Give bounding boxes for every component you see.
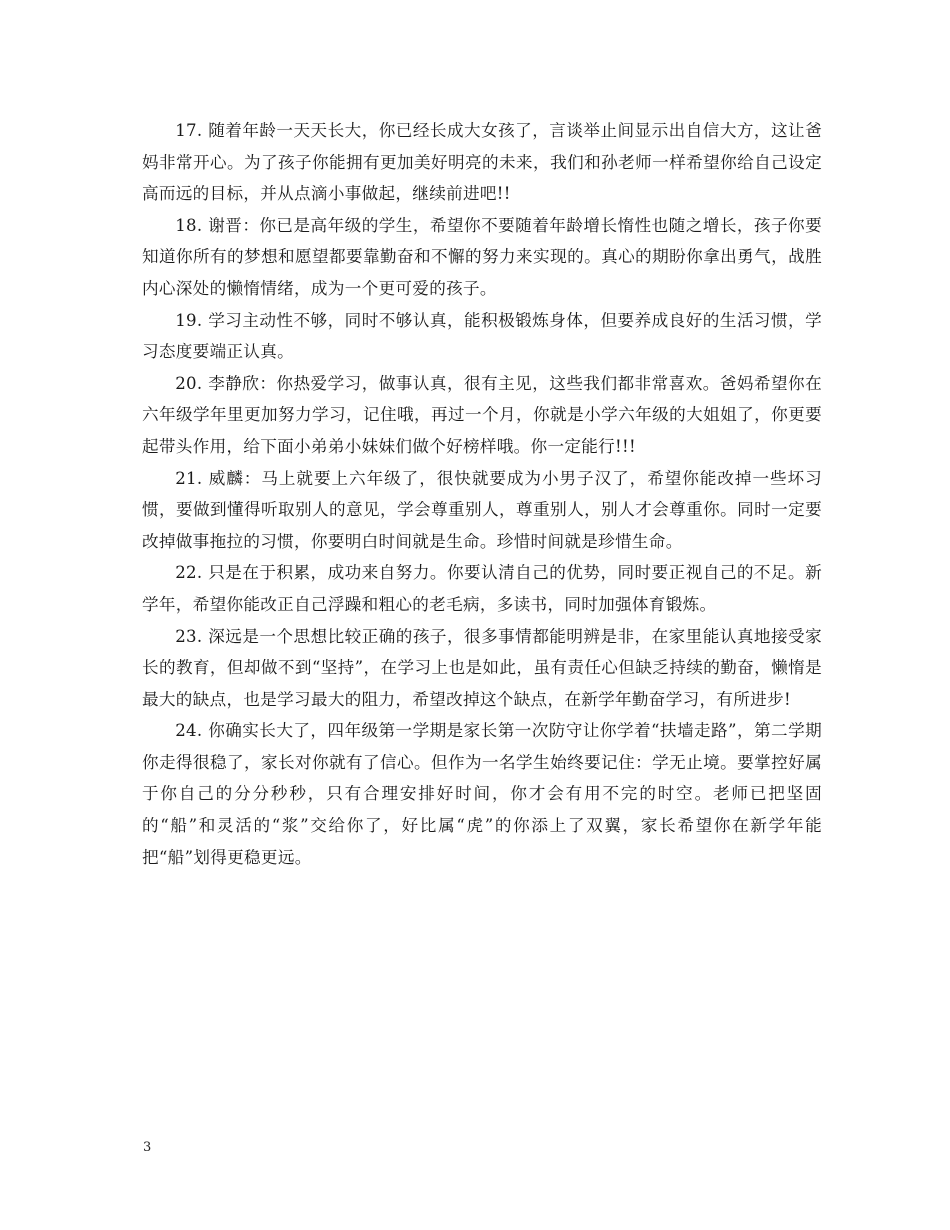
paragraph-19: 19. 学习主动性不够，同时不够认真，能积极锻炼身体，但要养成良好的生活习惯，学习态度要端正认真。 xyxy=(142,310,822,362)
paragraph-18: 18. 谢晋：你已是高年级的学生，希望你不要随着年龄增长惰性也随之增长，孩子你要知道你所有的梦想和愿望都要靠勤奋和不懈的努力来实现的。真心的期盼你拿出勇气，战胜内心深处的懒惰情绪，成为一个更可爱的孩子。 xyxy=(142,215,822,298)
paragraph-20: 20. 李静欣：你热爱学习，做事认真，很有主见，这些我们都非常喜欢。爸妈希望你在六年级学年里更加努力学习，记住哦，再过一个月，你就是小学六年级的大姐姐了，你更要起带头作用，给下面小弟弟小妹妹们做个好榜样哦。你一定能行!!! xyxy=(142,373,822,456)
document-body xyxy=(142,115,822,873)
paragraph-22: 22. 只是在于积累，成功来自努力。你要认清自己的优势，同时要正视自己的不足。新学年，希望你能改正自己浮躁和粗心的老毛病，多读书，同时加强体育锻炼。 xyxy=(142,563,822,614)
paragraph-17: 17. 随着年龄一天天长大，你已经长成大女孩了，言谈举止间显示出自信大方，这让爸妈非常开心。为了孩子你能拥有更加美好明亮的未来，我们和孙老师一样希望你给自己设定高而远的目标，并从点滴小事做起，继续前进吧!! xyxy=(142,121,822,204)
paragraph-24: 24. 你确实长大了，四年级第一学期是家长第一次防守让你学着“扶墙走路”，第二学期你走得很稳了，家长对你就有了信心。但作为一名学生始终要记住：学无止境。要掌控好属于你自己的分分秒秒，只有合理安排好时间，你才会有用不完的时空。老师已把坚固的“船”和灵活的“浆”交给你了，好比属“虎”的你添上了双翼，家长希望你在新学年能把“船”划得更稳更远。 xyxy=(142,721,822,867)
paragraph-23: 23. 深远是一个思想比较正确的孩子，很多事情都能明辨是非，在家里能认真地接受家长的教育，但却做不到“坚持”，在学习上也是如此，虽有责任心但缺乏持续的勤奋，懒惰是最大的缺点，也是学习最大的阻力，希望改掉这个缺点，在新学年勤奋学习，有所进步! xyxy=(142,626,822,709)
paragraph-21: 21. 威麟：马上就要上六年级了，很快就要成为小男子汉了，希望你能改掉一些坏习惯，要做到懂得听取别人的意见，学会尊重别人，尊重别人，别人才会尊重你。同时一定要改掉做事拖拉的习惯，你要明白时间就是生命。珍惜时间就是珍惜生命。 xyxy=(142,468,822,551)
page-number: 3 xyxy=(143,1140,152,1155)
